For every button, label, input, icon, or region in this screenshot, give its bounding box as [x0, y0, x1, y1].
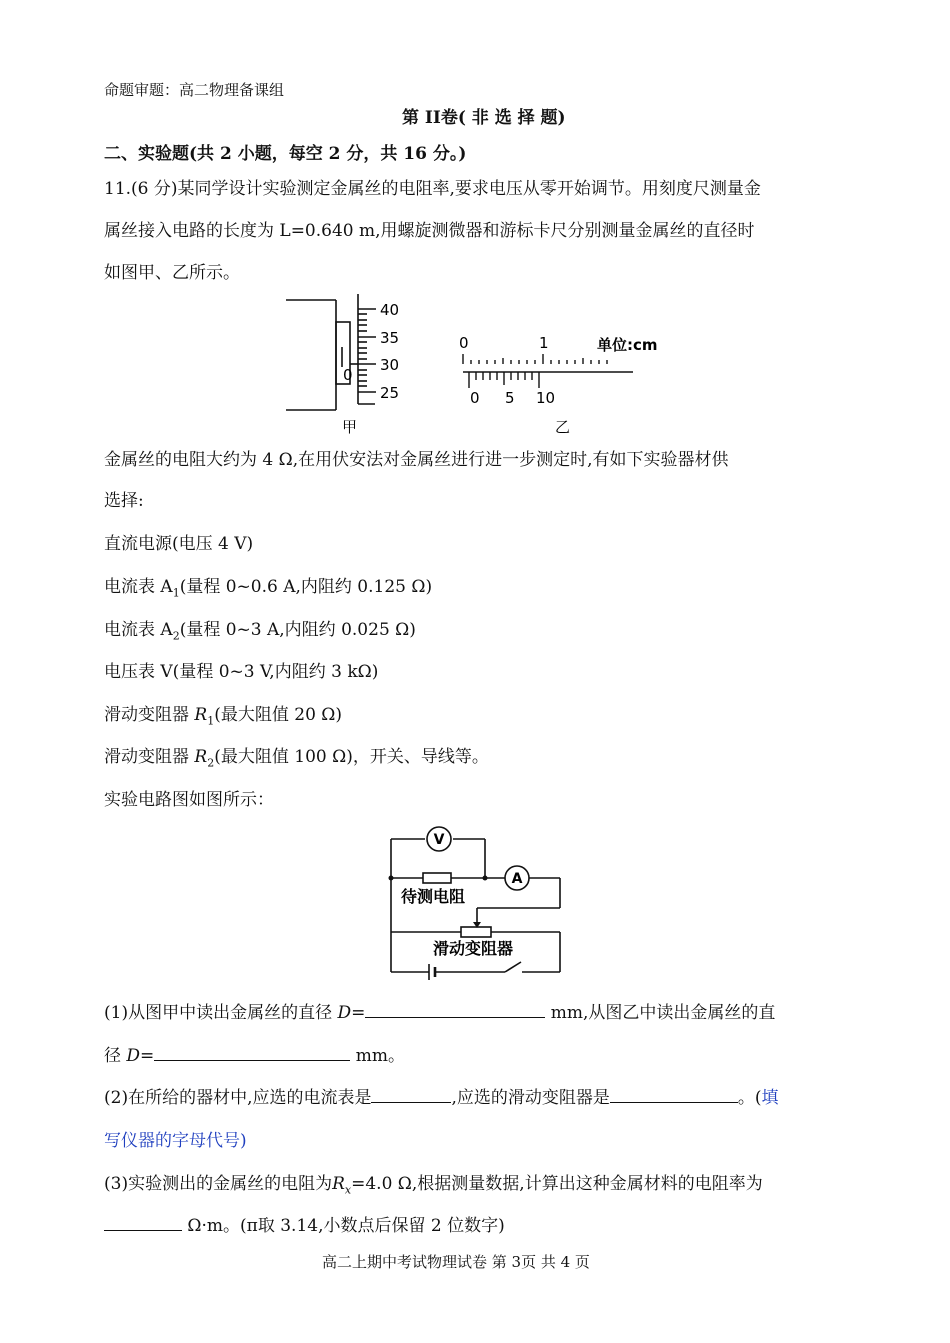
part-title: 第 II卷( 非 选 择 题): [402, 108, 566, 128]
sub-question-1-line-2: [104, 1044, 405, 1068]
micrometer-figure: [280, 292, 420, 442]
body-line-1: 金属丝的电阻大约为 4 Ω,在用伏安法对金属丝进行进一步测定时,有如下实验器材供: [104, 450, 729, 470]
sub3-text-c: Ω·m。(π取 3.14,小数点后保留 2 位数字): [182, 1216, 505, 1236]
sub1-text-c: mm,从图乙中读出金属丝的直: [545, 1003, 776, 1023]
rheostat-label: 滑动变阻器: [433, 939, 514, 958]
sub1-text-e: =: [140, 1046, 155, 1066]
sub-question-1-line-1: [104, 1001, 775, 1025]
equipment-rheostat-2: [104, 745, 489, 775]
micrometer-caption: 甲: [342, 418, 358, 436]
body-line-3: 直流电源(电压 4 V): [104, 534, 254, 554]
caliper-main-label-1: 1: [539, 334, 549, 352]
sub1-var-d-2: D: [126, 1046, 141, 1066]
sub1-text-d: 径: [104, 1046, 127, 1066]
sub3-text-b: =4.0 Ω,根据测量数据,计算出这种金属材料的电阻率为: [351, 1174, 763, 1194]
ammeter-1-prefix: 电流表 A: [104, 577, 173, 597]
sub1-text-f: mm。: [350, 1046, 405, 1066]
diameter-caliper-blank[interactable]: [154, 1044, 350, 1061]
voltmeter-symbol-label: V: [433, 832, 445, 848]
rheostat-1-prefix: 滑动变阻器: [104, 705, 195, 725]
sub1-text-b: =: [351, 1003, 366, 1023]
section-title: 二、实验题(共 2 小题，每空 2 分，共 16 分。): [104, 144, 467, 164]
ammeter-2-subscript: 2: [172, 629, 180, 643]
circuit-diagram: [385, 822, 570, 984]
resistivity-blank[interactable]: [104, 1214, 182, 1231]
ammeter-2-spec: (量程 0~3 A,内阻约 0.025 Ω): [179, 620, 416, 640]
micrometer-drawing: [286, 294, 376, 410]
ammeter-1-subscript: 1: [172, 586, 180, 600]
caliper-vernier-label-5: 5: [505, 389, 515, 407]
sub-question-2-line-2: 写仪器的字母代号): [104, 1131, 247, 1151]
sub1-text-a: (1)从图甲中读出金属丝的直径: [104, 1003, 338, 1023]
q11-intro-line-2: 属丝接入电路的长度为 L=0.640 m,用螺旋测微器和游标卡尺分别测量金属丝的直径时: [104, 221, 755, 241]
sub2-text-a: (2)在所给的器材中,应选的电流表是: [104, 1088, 372, 1108]
equipment-rheostat-1: [104, 703, 342, 733]
ammeter-1-spec: (量程 0~0.6 A,内阻约 0.125 Ω): [179, 577, 433, 597]
sub-question-3-line-1: [104, 1172, 763, 1202]
micrometer-tick-40: 40: [380, 301, 400, 319]
equipment-ammeter-1: [104, 575, 432, 605]
sub-question-2-line-1: [104, 1086, 779, 1110]
rheostat-2-subscript: 2: [207, 756, 215, 770]
rheostat-2-prefix: 滑动变阻器: [104, 747, 195, 767]
diameter-micrometer-blank[interactable]: [365, 1001, 545, 1018]
rheostat-choice-blank[interactable]: [610, 1086, 738, 1103]
caliper-figure: [455, 330, 685, 442]
rheostat-1-subscript: 1: [207, 714, 215, 728]
ammeter-choice-blank[interactable]: [371, 1086, 451, 1103]
q11-intro-line-1: 11.(6 分)某同学设计实验测定金属丝的电阻率,要求电压从零开始调节。用刻度尺测量金: [104, 179, 761, 199]
sub3-text-a: (3)实验测出的金属丝的电阻为: [104, 1174, 333, 1194]
rheostat-1-spec: (最大阻值 20 Ω): [214, 705, 343, 725]
sub2-hint-start: 填: [761, 1088, 779, 1108]
body-line-2: 选择:: [104, 491, 144, 511]
micrometer-tick-30: 30: [380, 356, 400, 374]
sub1-var-d: D: [337, 1003, 352, 1023]
page-footer: 高二上期中考试物理试卷 第 3页 共 4 页: [322, 1253, 590, 1271]
sub3-var-r: R: [332, 1174, 345, 1194]
caliper-unit-label: 单位:cm: [597, 336, 658, 354]
junction-dot-right: [483, 876, 488, 881]
sub3-subscript-x: x: [344, 1183, 352, 1197]
circuit-intro: 实验电路图如图所示：: [104, 790, 274, 810]
junction-dot-left: [389, 876, 394, 881]
sub2-text-c: 。(: [737, 1088, 762, 1108]
author-line: 命题审题：高二物理备课组: [104, 81, 285, 99]
rheostat-2-spec: (最大阻值 100 Ω)，开关、导线等。: [214, 747, 489, 767]
caliper-drawing: [463, 354, 633, 388]
rheostat-1-symbol: R: [194, 705, 208, 725]
caliper-main-label-0: 0: [459, 334, 469, 352]
micrometer-tick-25: 25: [380, 384, 400, 402]
equipment-ammeter-2: [104, 618, 416, 648]
equipment-voltmeter: 电压表 V(量程 0~3 V,内阻约 3 kΩ): [104, 662, 379, 682]
micrometer-zero-label: 0: [343, 366, 353, 384]
sub2-text-b: ,应选的滑动变阻器是: [451, 1088, 610, 1108]
caliper-caption: 乙: [555, 418, 571, 436]
sub-question-3-line-2: [104, 1214, 505, 1238]
ammeter-symbol-label: A: [511, 871, 523, 887]
caliper-vernier-label-10: 10: [536, 389, 556, 407]
rheostat-2-symbol: R: [194, 747, 208, 767]
q11-intro-line-3: 如图甲、乙所示。: [104, 263, 240, 283]
micrometer-tick-35: 35: [380, 329, 400, 347]
resistor-label: 待测电阻: [401, 887, 466, 906]
circuit-wires: [391, 839, 560, 980]
ammeter-2-prefix: 电流表 A: [104, 620, 173, 640]
caliper-vernier-label-0: 0: [470, 389, 480, 407]
